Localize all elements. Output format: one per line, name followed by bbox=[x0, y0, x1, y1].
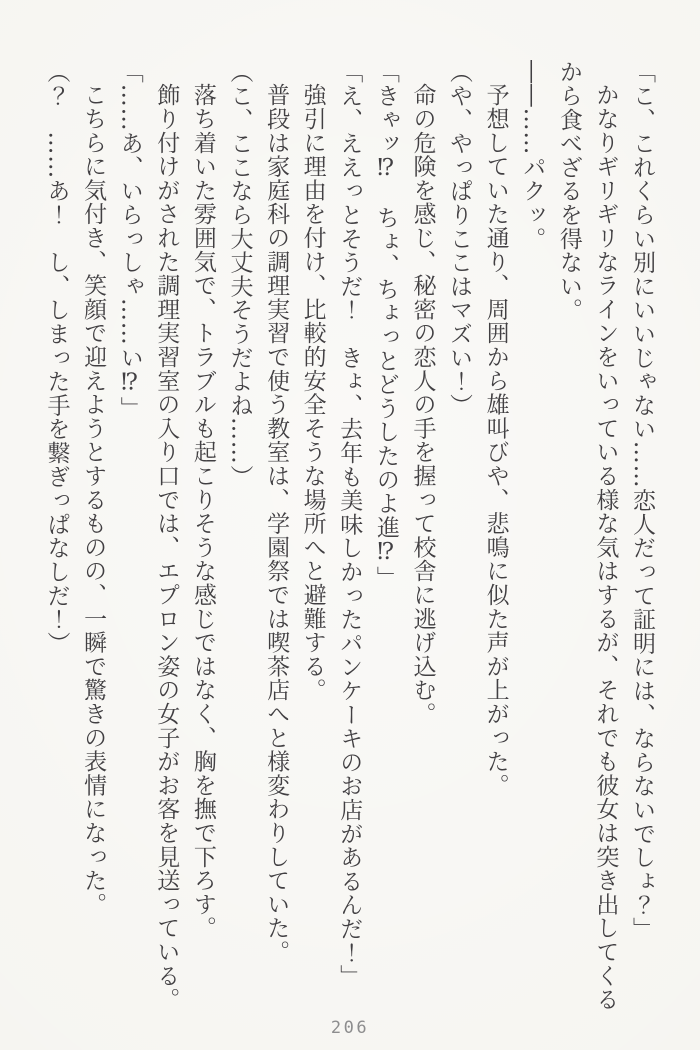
paragraph-narration: 強引に理由を付け、比較的安全そうな場所へと避難する。 bbox=[299, 83, 326, 702]
page-number: 206 bbox=[330, 1018, 370, 1038]
paragraph-narration: こちらに気付き、笑顔で迎えようとするものの、一瞬で驚きの表情になった。 bbox=[80, 83, 107, 916]
paragraph-inner-thought: （や、やっぱりここはマズい！） bbox=[446, 60, 473, 417]
paragraph-narration: かなりギリギリなラインをいっている様な気はするが、それでも彼女は突き出してくるから食べざるを得ない。 bbox=[555, 60, 619, 1012]
paragraph-dialogue: 「……あ、いらっしゃ……い⁉」 bbox=[116, 60, 143, 420]
paragraph-dialogue: 「きゃッ⁉ ちょ、ちょっとどうしたのよ進⁉」 bbox=[372, 60, 399, 590]
paragraph-dialogue: 「え、ええっとそうだ！ きょ、去年も美味しかったパンケーキのお店があるんだ！」 bbox=[336, 60, 363, 989]
paragraph-narration: 落ち着いた雰囲気で、トラブルも起こりそうな感じではなく、胸を撫で下ろす。 bbox=[189, 83, 216, 940]
paragraph-narration: 飾り付けがされた調理実習室の入り口では、エプロン姿の女子がお客を見送っている。 bbox=[153, 83, 180, 1012]
paragraph-dialogue: 「こ、これくらい別にいいじゃない……恋人だって証明には、ならないでしょ？」 bbox=[629, 60, 655, 941]
paragraph-inner-thought: （こ、ここなら大丈夫そうだよね……） bbox=[226, 60, 253, 489]
paragraph-sound-effect: ――……パクッ。 bbox=[519, 60, 546, 251]
paragraph-narration: 命の危険を感じ、秘密の恋人の手を握って校舎に逃げ込む。 bbox=[409, 83, 436, 726]
paragraph-narration: 普段は家庭科の調理実習で使う教室は、学園祭では喫茶店へと様変わりしていた。 bbox=[263, 83, 290, 964]
page-text bbox=[36, 60, 660, 1012]
paragraph-inner-thought: （？ ……あ！ し、しまった手を繋ぎっぱなしだ！） bbox=[43, 60, 70, 655]
paragraph-narration: 予想していた通り、周囲から雄叫びや、悲鳴に似た声が上がった。 bbox=[482, 83, 509, 797]
